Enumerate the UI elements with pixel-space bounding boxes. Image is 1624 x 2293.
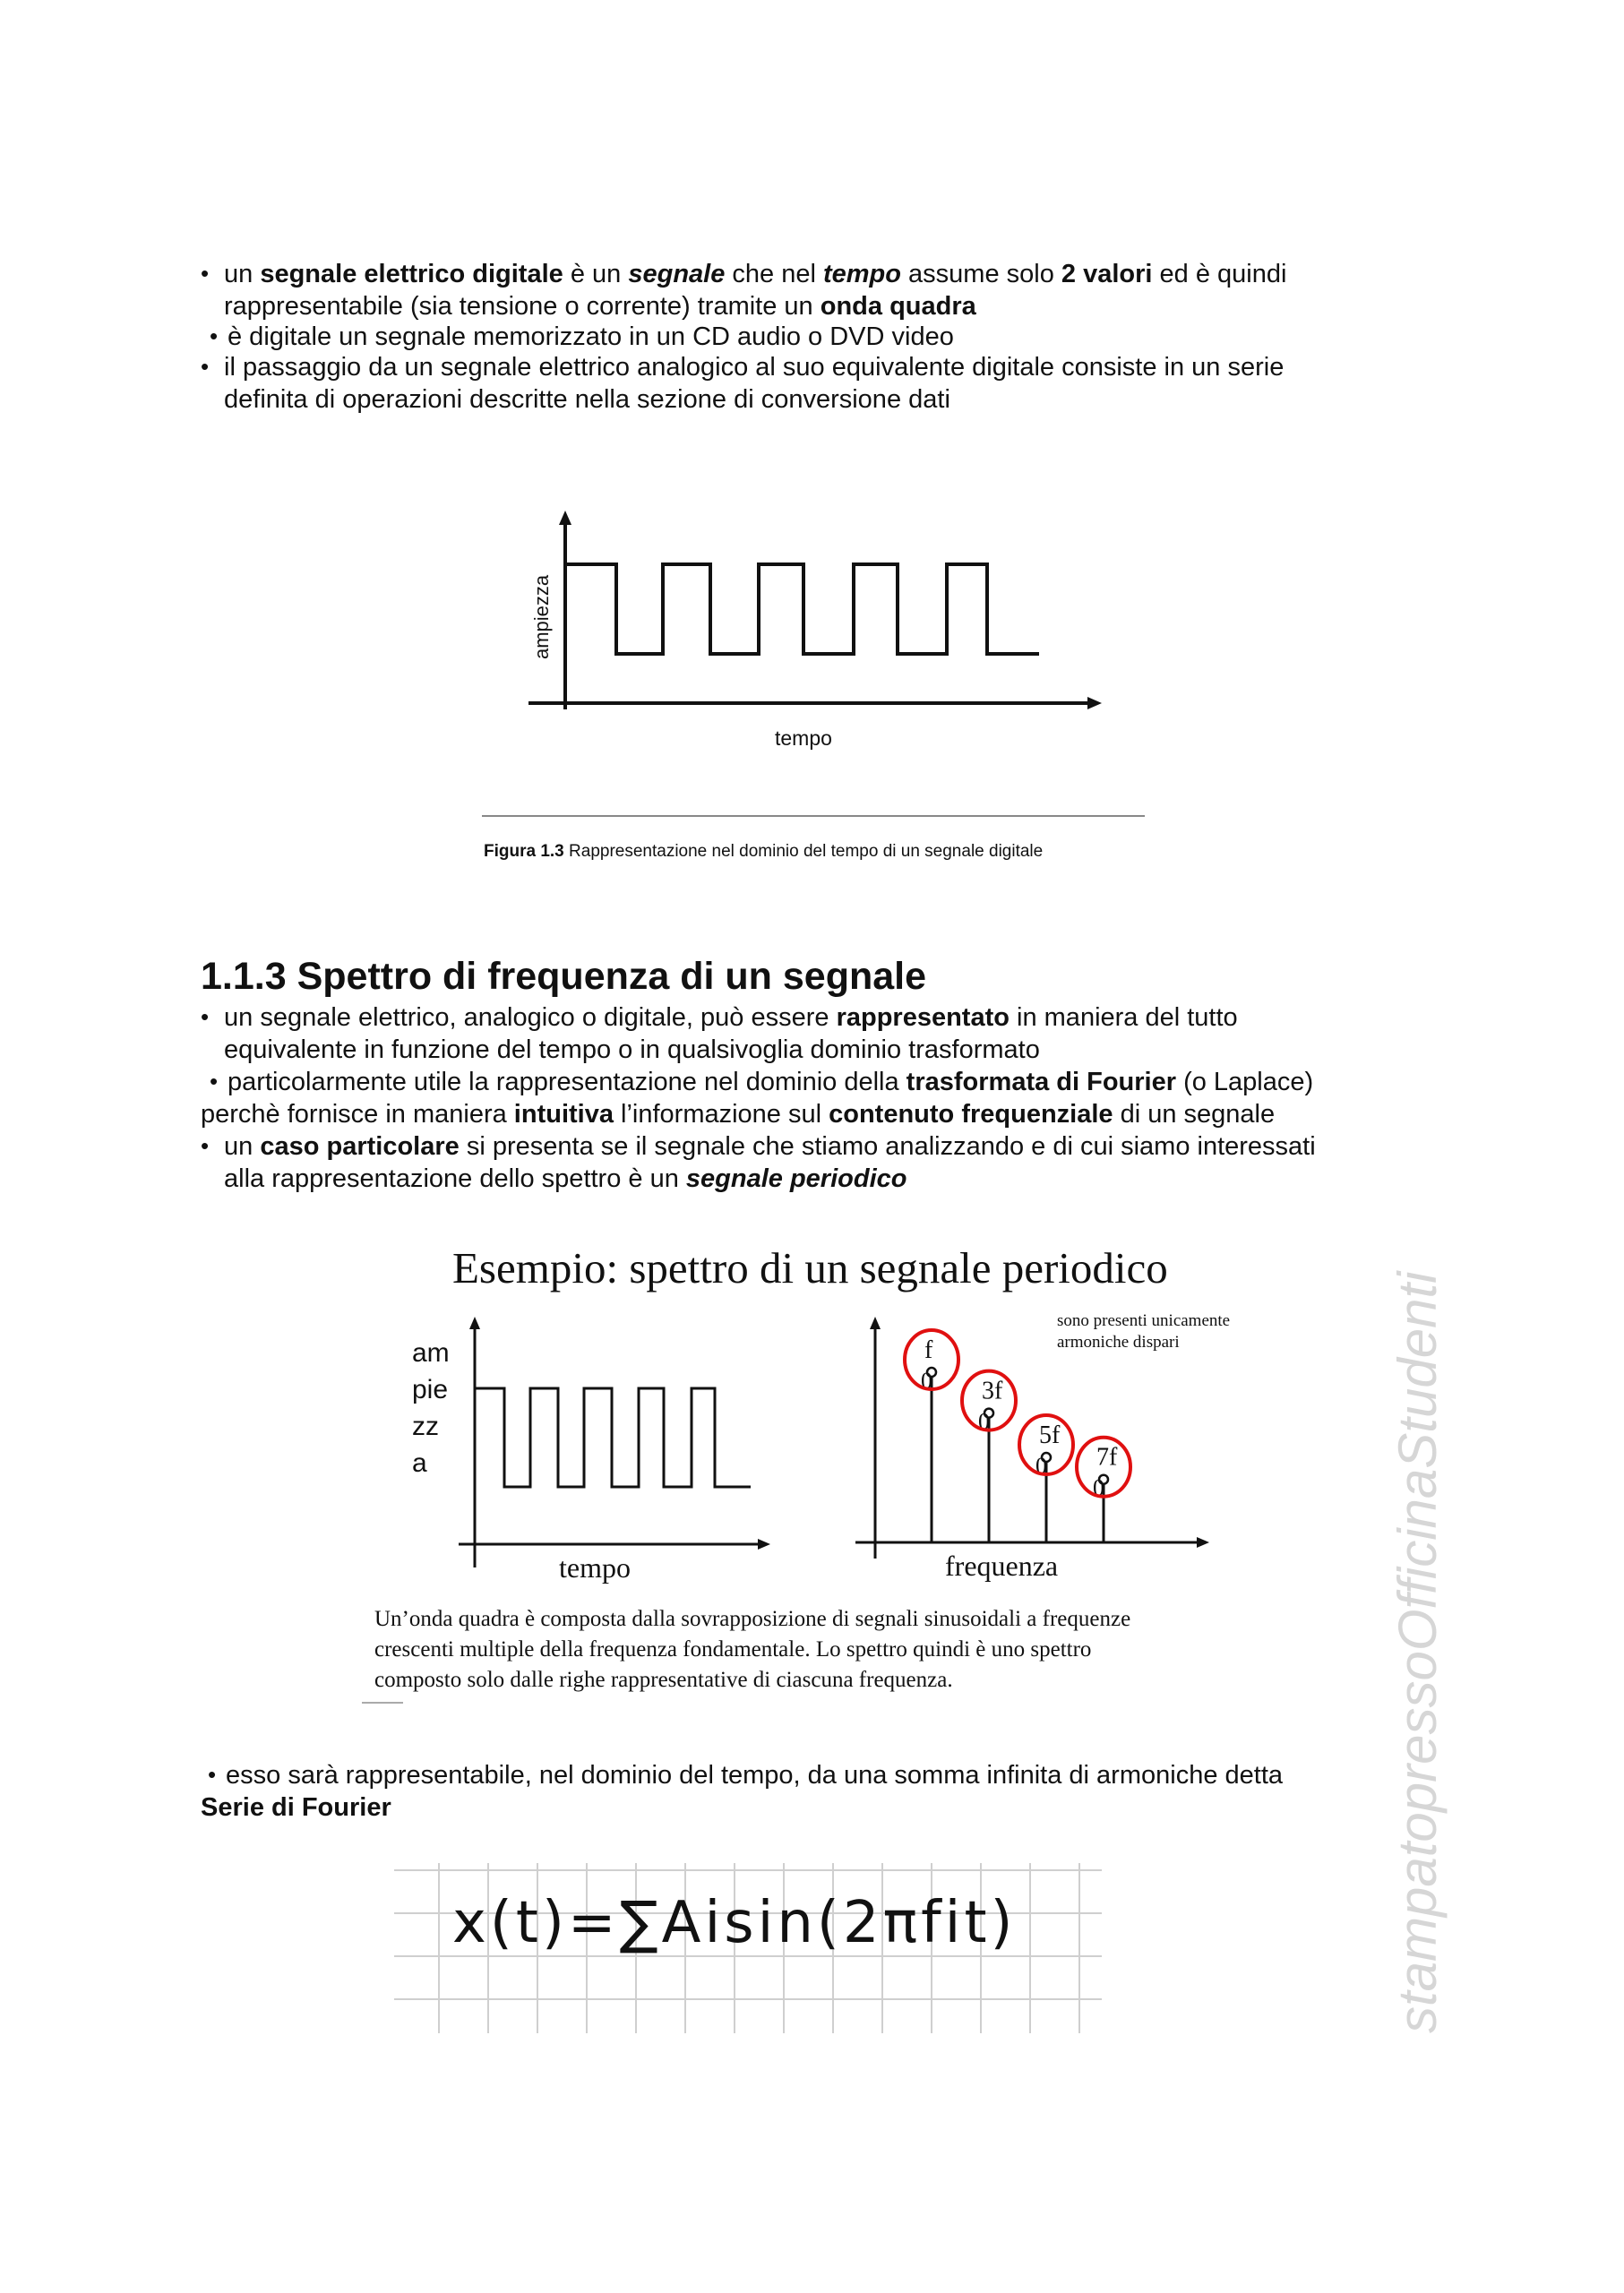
- example-note-line-1: sono presenti unicamente: [1057, 1311, 1231, 1330]
- section-bullet-3-line-2: alla rappresentazione dello spettro è un segnale periodico: [224, 1164, 907, 1193]
- watermark: stampatopressoOfficinaStudenti: [1388, 1271, 1448, 2033]
- section-heading: 1.1.3 Spettro di frequenza di un segnale: [201, 955, 927, 998]
- section-bullet-2-line-2: perchè fornisce in maniera intuitiva l’informazione sul contenuto frequenziale di un segnale: [201, 1100, 1276, 1129]
- caption-divider: [482, 815, 1145, 817]
- harmonic-label: 7f: [1096, 1443, 1118, 1472]
- square-wave-figure: [502, 502, 1111, 770]
- fourier-bullet: esso sarà rappresentabile, nel dominio del tempo, da una somma infinita di armoniche detta: [226, 1761, 1284, 1790]
- figure-caption: Figura 1.3 Rappresentazione nel dominio del tempo di un segnale digitale: [484, 842, 1044, 861]
- x-axis-arrow: [1087, 697, 1102, 709]
- example-spectrum-plot: [842, 1308, 1218, 1576]
- intro-bullet-3-line-2: definita di operazioni descritte nella sezione di conversione dati: [224, 385, 950, 414]
- example-time-plot: [448, 1308, 770, 1576]
- example-note-line-2: armoniche dispari: [1057, 1333, 1180, 1352]
- harmonic-label: f: [924, 1336, 933, 1364]
- harmonic-subscript: 0: [1093, 1474, 1104, 1501]
- bullet-dot: •: [201, 353, 210, 380]
- intro-bullet-3: il passaggio da un segnale elettrico analogico al suo equivalente digitale consiste in un serie: [224, 353, 1285, 382]
- fourier-bullet-line-2: Serie di Fourier: [201, 1793, 391, 1822]
- bullet-dot: •: [210, 1068, 219, 1095]
- intro-bullet-2: è digitale un segnale memorizzato in un CD audio o DVD video: [228, 322, 954, 351]
- harmonic-label: 3f: [982, 1377, 1003, 1405]
- section-bullet-1-line-2: equivalente in funzione del tempo o in qualsivoglia dominio trasformato: [224, 1035, 1040, 1064]
- example-ylabel: am pie zz a: [412, 1338, 450, 1478]
- example-freq-xlabel: frequenza: [945, 1550, 1059, 1582]
- example-underline-mark: [362, 1702, 403, 1704]
- y-axis-arrow: [559, 511, 571, 525]
- example-description-line-3: composto solo dalle righe rappresentative di ciascuna frequenza.: [374, 1668, 953, 1692]
- section-bullet-3: un caso particolare si presenta se il segnale che stiamo analizzando e di cui siamo interessati: [224, 1132, 1316, 1161]
- bullet-dot: •: [201, 260, 210, 287]
- intro-bullet-1: un segnale elettrico digitale è un segnale che nel tempo assume solo 2 valori ed è quindi: [224, 260, 1287, 288]
- harmonic-subscript: 0: [921, 1368, 932, 1394]
- example-description-line-1: Un’onda quadra è composta dalla sovrapposizione di segnali sinusoidali a frequenze: [374, 1607, 1131, 1631]
- section-bullet-2: particolarmente utile la rappresentazione nel dominio della trasformata di Fourier (o Laplace): [228, 1068, 1314, 1096]
- example-description-line-2: crescenti multiple della frequenza fondamentale. Lo spettro quindi è uno spettro: [374, 1637, 1092, 1662]
- bullet-dot: •: [201, 1132, 210, 1159]
- harmonic-subscript: 0: [1035, 1453, 1047, 1479]
- intro-bullet-1-line-2: rappresentabile (sia tensione o corrente) tramite un onda quadra: [224, 292, 976, 321]
- section-bullet-1: un segnale elettrico, analogico o digitale, può essere rappresentato in maniera del tutto: [224, 1003, 1238, 1032]
- bullet-dot: •: [210, 322, 219, 349]
- fourier-formula: x(t)=∑Aisin(2πfit): [452, 1890, 1017, 1956]
- bullet-dot: •: [201, 1003, 210, 1030]
- square-wave-line: [565, 564, 1039, 654]
- example-time-xlabel: tempo: [559, 1551, 631, 1584]
- bullet-dot: •: [208, 1761, 217, 1788]
- x-axis-label: tempo: [775, 726, 832, 750]
- harmonic-label: 5f: [1039, 1421, 1061, 1449]
- example-title: Esempio: spettro di un segnale periodico: [452, 1243, 1168, 1292]
- y-axis-label: ampiezza: [530, 574, 553, 659]
- harmonic-subscript: 0: [978, 1408, 990, 1435]
